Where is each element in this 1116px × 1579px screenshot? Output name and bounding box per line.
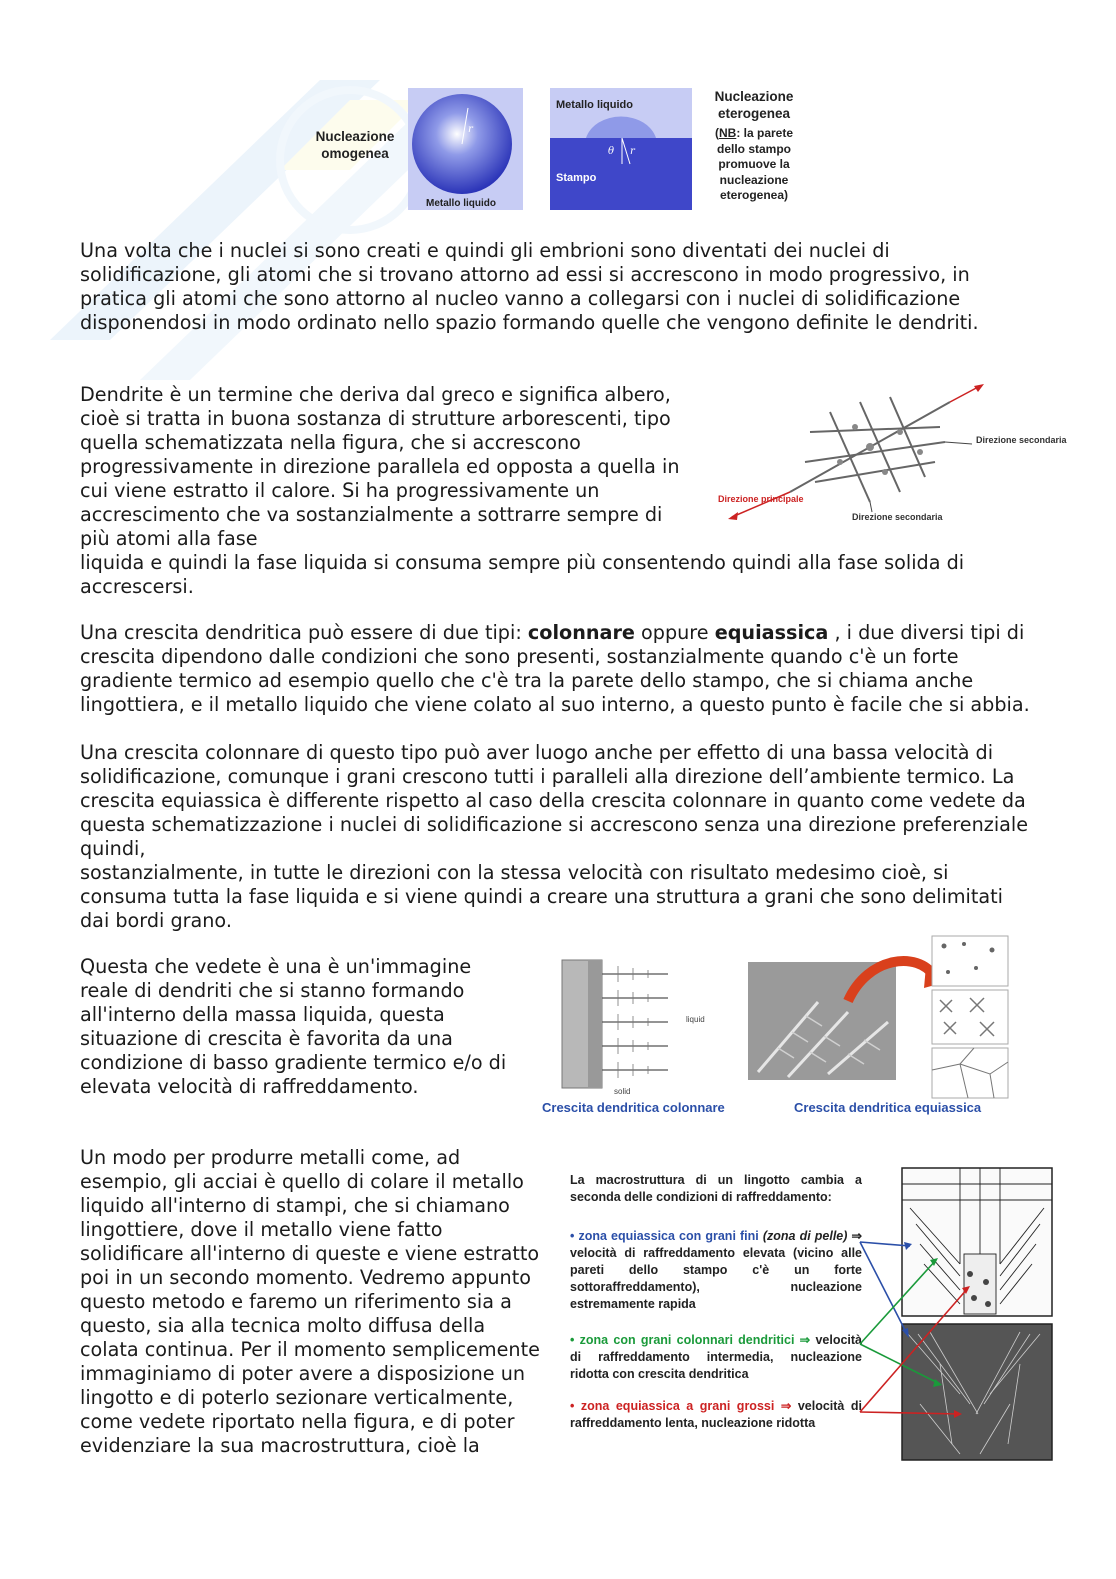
- svg-text:r: r: [468, 124, 473, 135]
- paragraph-6-text: Questa che vedete è una è un'immagine reale di dendriti che si stanno formando all'interno della massa liquida, questa situazione di crescita è favorita da una condizione di basso gradiente termico e/o di elevata velocità di raffreddamento.: [80, 955, 507, 1098]
- paragraph-2b-text: liquida e quindi la fase liquida si consuma sempre più consentendo quindi alla fase solida di accrescersi.: [80, 551, 965, 598]
- homogeneous-sphere-image: [408, 88, 523, 210]
- liquid-label: liquid: [686, 1015, 705, 1024]
- paragraph-6: [80, 955, 520, 1099]
- growth-figure: [538, 934, 1018, 1120]
- hetero-mold-label: Stampo: [556, 172, 597, 184]
- ingot-figure: [560, 1164, 1060, 1464]
- paragraph-4-text: Una crescita colonnare di questo tipo può aver luogo anche per effetto di una bassa velocità di solidificazione, comunque i grani crescono tutti i paralleli alla direzione dell’ambiente termico. La crescita equiassica è differente rispetto al caso della crescita colonnare in quanto come vedete da questa schematizzazione i nuclei di solidificazione si accrescono senza una direzione preferenziale quindi,: [80, 741, 1029, 860]
- zone1-title: • zona equiassica con grani fini: [570, 1229, 759, 1243]
- heterogeneous-title: Nucleazione eterogenea: [714, 89, 794, 121]
- secondary-direction-right: Direzione secondaria: [976, 435, 1067, 445]
- dendrite-schematic-image: [710, 372, 1067, 534]
- paragraph-7: [80, 1146, 546, 1458]
- paragraph-4: [80, 741, 1035, 933]
- hetero-liquid-label: Metallo liquido: [556, 99, 633, 111]
- paragraph-2b: [80, 551, 1030, 599]
- p3-bold-columnar: colonnare: [527, 621, 635, 644]
- zone2-block: [570, 1332, 862, 1383]
- solid-label: solid: [614, 1087, 631, 1096]
- theta-symbol: θ: [608, 146, 615, 157]
- secondary-direction-bottom: Direzione secondaria: [852, 512, 943, 522]
- paragraph-3-text: [80, 621, 1035, 717]
- r-symbol: r: [630, 146, 635, 157]
- paragraph-7-text: Un modo per produrre metalli come, ad esempio, gli acciai è quello di colare il metallo liquido all'interno di stampi, che si chiamano lingottiere, dove il metallo viene fatto solidificare all'interno di queste e viene estratto poi in un secondo momento. Vedremo appunto questo metodo e faremo un riferimento sia a questo, sia alla tecnica molto diffusa della colata continua. Per il momento semplicemente immaginiamo di poter avere a disposizione un lingotto e di poterlo sezionare verticalmente, come vedete riportato nella figura, e di poter evidenziare la sua macrostruttura, cioè la: [80, 1146, 540, 1457]
- p3-post: , i due diversi tipi di crescita dipendono dalle condizioni che sono presenti, sostanzialmente quando c'è un forte gradiente termico ad esempio quello che c'è tra la parete dello stampo, che si chiama anche lingottiera, e il metallo liquido che viene colato al suo interno, a questo punto è facile che si abbia.: [80, 621, 1030, 716]
- zone2-text: velocità di raffreddamento intermedia, nucleazione ridotta con crescita dendritica: [570, 1333, 862, 1381]
- sphere-label: Metallo liquido: [426, 198, 496, 209]
- ingot-intro: La macrostruttura di un lingotto cambia a seconda delle condizioni di raffreddamento:: [570, 1173, 862, 1204]
- p3-mid: oppure: [634, 621, 715, 644]
- zone3-title: • zona equiassica a grani grossi ⇒: [570, 1399, 792, 1413]
- zone2-title: • zona con grani colonnari dendritici ⇒: [570, 1333, 811, 1347]
- paragraph-3: [80, 621, 1035, 717]
- principal-direction-label: Direzione principale: [718, 494, 804, 504]
- zone1-italic: (zona di pelle): [762, 1229, 848, 1243]
- ingot-macrostructure-image: [860, 1164, 1056, 1464]
- columnar-growth-image: [558, 954, 718, 1096]
- equiaxed-caption: Crescita dendritica equiassica: [794, 1100, 982, 1115]
- paragraph-2a-text: Dendrite è un termine che deriva dal greco e significa albero, cioè si tratta in buona sostanza di strutture arborescenti, tipo quella schematizzata nella figura, che si accrescono progressivamente in direzione parallela ed opposta a quella in cui viene estratto il calore. Si ha progressivamente un accrescimento che va sostanzialmente a sottrarre sempre di più atomi alla fase: [80, 383, 680, 550]
- heterogeneous-image: [550, 88, 692, 210]
- paragraph-2a: [80, 383, 690, 551]
- heterogeneous-note-text: : la parete dello stampo promuove la nucleazione eterogenea): [716, 126, 794, 202]
- nucleation-figure: [300, 86, 820, 212]
- p3-bold-equiaxed: equiassica: [714, 621, 829, 644]
- p3-pre: Una crescita dendritica può essere di due tipi:: [80, 621, 528, 644]
- heterogeneous-note: (NB: la parete dello stampo promuove la nucleazione eterogenea): [714, 126, 794, 202]
- zone1-text: ⇒ velocità di raffreddamento elevata (vicino alle pareti dello stampo c'è un forte sottoraffreddamento), nucleazione estremamente rapida: [570, 1229, 862, 1311]
- equiaxed-growth-image: [930, 934, 1010, 1100]
- columnar-caption: Crescita dendritica colonnare: [542, 1100, 725, 1115]
- zone1-block: [570, 1228, 862, 1313]
- zone3-text: velocità di raffreddamento lenta, nucleazione ridotta: [570, 1399, 862, 1430]
- zone3-block: [570, 1398, 862, 1432]
- homogeneous-label: Nucleazione omogenea: [315, 129, 395, 161]
- paragraph-5-text: sostanzialmente, in tutte le direzioni con la stessa velocità con risultato medesimo cioè, si consuma tutta la fase liquida e si viene quindi a creare una struttura a grani che sono delimitati dai bordi grano.: [80, 861, 1003, 932]
- nb-prefix: NB: [718, 126, 737, 140]
- paragraph-1-text: Una volta che i nuclei si sono creati e quindi gli embrioni sono diventati dei nuclei di solidificazione, gli atomi che si trovano attorno ad essi si accrescono in modo progressivo, in pratica gli atomi che sono attorno al nucleo vanno a collegarsi con i nuclei di solidificazione disponendosi in modo ordinato nello spazio formando quelle che vengono definite le dendriti.: [80, 239, 979, 334]
- paragraph-1: [80, 239, 1030, 335]
